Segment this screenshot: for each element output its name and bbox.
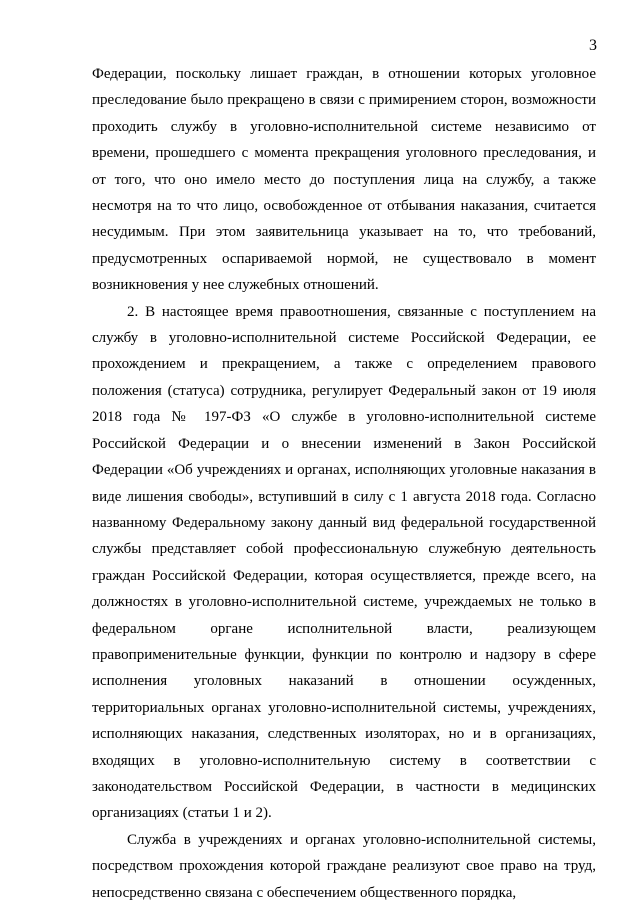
paragraph-service-description: Служба в учреждениях и органах уголовно-исполнительной системы, посредством прохождения которой граждане реализуют свое право на труд, непосредственно связана с обеспечением общественного порядка, bbox=[92, 831, 596, 901]
paragraph-section-2: 2. В настоящее время правоотношения, связанные с поступлением на службу в уголовно-исполнительной системе Российской Федерации, ее прохождением и прекращением, а также с определением правового положения (статуса) сотрудника, регулирует Федеральный закон от 19 июля 2018 года № 197-ФЗ «О службе в уголовно-исполнительной системе Российской Федерации и о внесении изменений в Закон Российской Федерации «Об учреждениях и органах, исполняющих уголовные наказания в виде лишения свободы», вступивший в силу с 1 августа 2018 года. Согласно названному Федеральному закону данный вид федеральной государственной службы представляет собой профессиональную служебную деятельность граждан Российской Федерации, которая осуществляется, прежде всего, на должностях в уголовно-исполнительной системе, учреждаемых не только в федеральном органе исполнительной власти, реализующем правоприменительные функции, функции по контролю и надзору в сфере исполнения уголовных наказаний в отношении осужденных, территориальных органах уголовно-исполнительной системы, учреждениях, исполняющих наказания, следственных изоляторах, но и в организациях, входящих в уголовно-исполнительную систему в соответствии с законодательством Российской Федерации, в частности в медицинских организациях (статьи 1 и 2). bbox=[92, 303, 596, 822]
document-body bbox=[92, 61, 596, 906]
page-number: 3 bbox=[589, 37, 597, 54]
paragraph-continuation: Федерации, поскольку лишает граждан, в отношении которых уголовное преследование было прекращено в связи с примирением сторон, возможности проходить службу в уголовно-исполнительной системе независимо от времени, прошедшего с момента прекращения уголовного преследования, и от того, что оно имело место до поступления лица на службу, а также несмотря на то что лицо, освобожденное от отбывания наказания, считается несудимым. При этом заявительница указывает на то, что требований, предусмотренных оспариваемой нормой, не существовало в момент возникновения у нее служебных отношений. bbox=[92, 66, 596, 294]
